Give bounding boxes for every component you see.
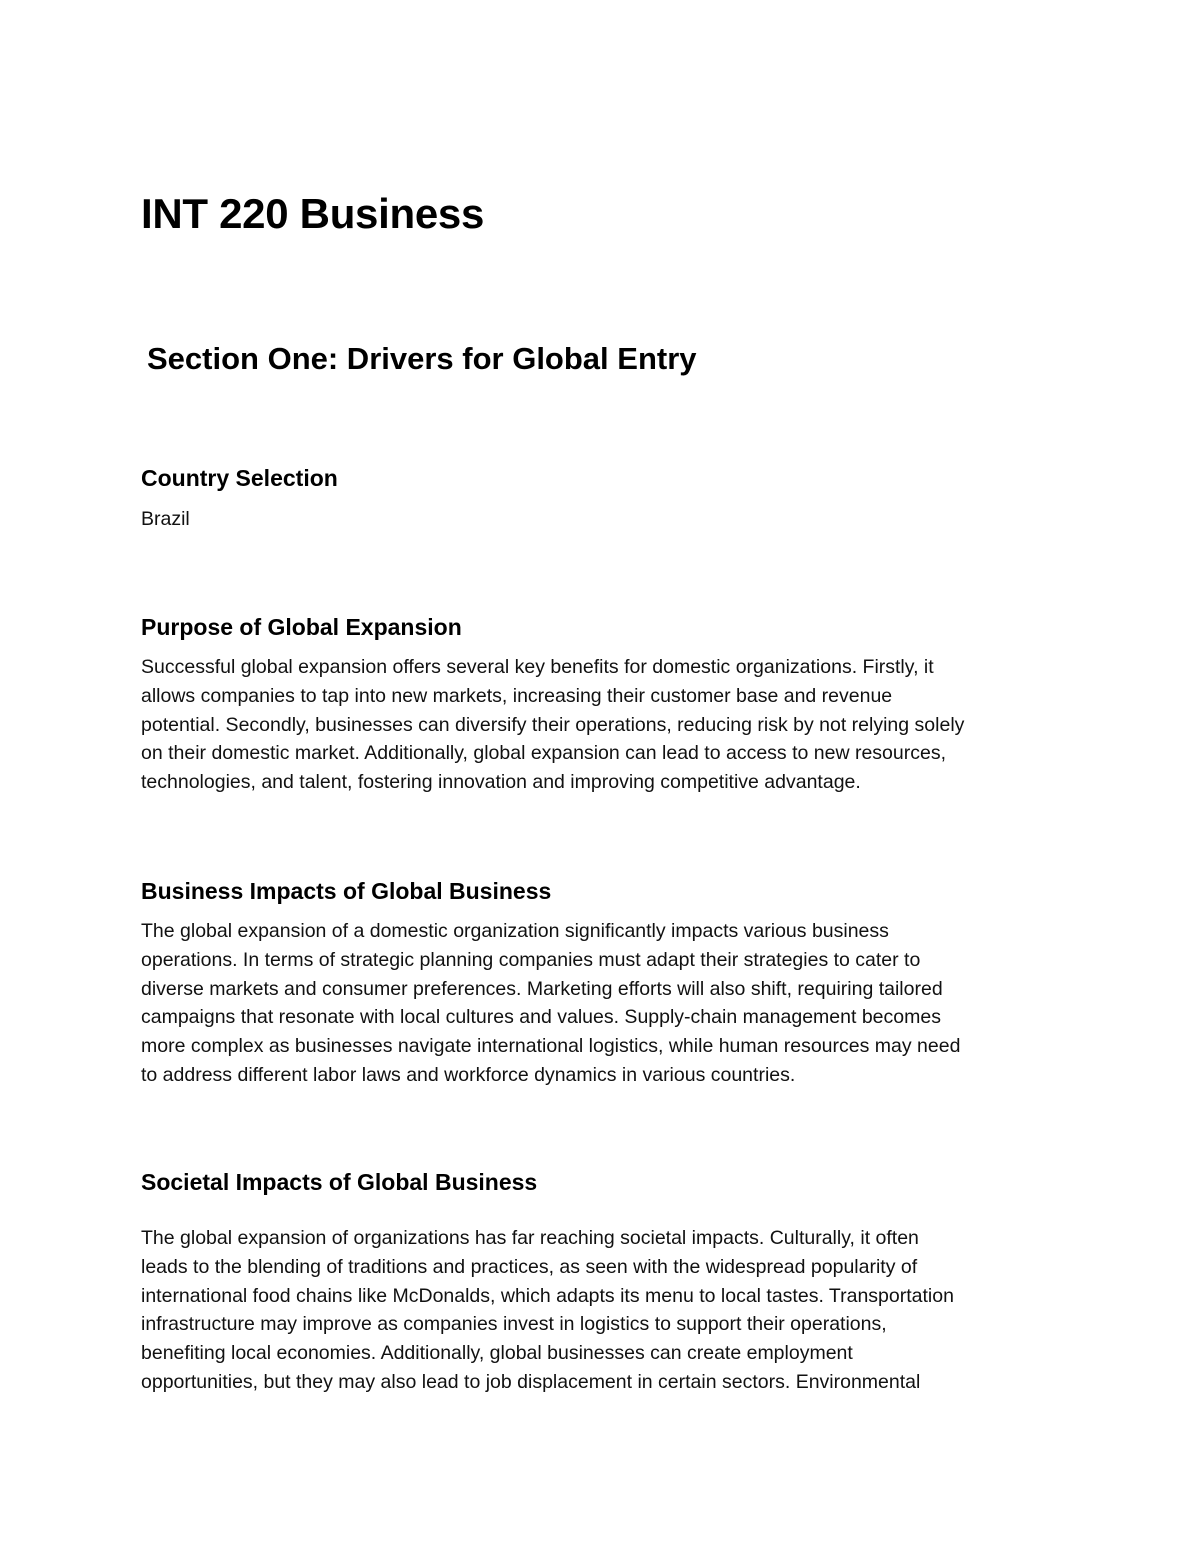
country-selection-body bbox=[141, 505, 1061, 534]
paragraph-line: to address different labor laws and workforce dynamics in various countries. bbox=[141, 1063, 796, 1086]
paragraph-line: Successful global expansion offers several key benefits for domestic organizations. Firstly, it bbox=[141, 656, 934, 678]
paragraph-line: leads to the blending of traditions and practices, as seen with the widespread popularity of bbox=[141, 1255, 918, 1278]
paragraph-line: The global expansion of a domestic organization significantly impacts various business bbox=[141, 920, 889, 942]
paragraph-line: opportunities, but they may also lead to job displacement in certain sectors. Environmental bbox=[141, 1370, 921, 1393]
paragraph-line: The global expansion of organizations has far reaching societal impacts. Culturally, it often bbox=[141, 1227, 919, 1249]
paragraph-line: technologies, and talent, fostering innovation and improving competitive advantage. bbox=[141, 771, 861, 794]
societal-impacts-paragraph bbox=[141, 1224, 1061, 1397]
paragraph-line: diverse markets and consumer preferences. Marketing efforts will also shift, requiring tailored bbox=[141, 977, 943, 1000]
paragraph-line: infrastructure may improve as companies invest in logistics to support their operations, bbox=[141, 1313, 887, 1336]
paragraph-line: more complex as businesses navigate international logistics, while human resources may need bbox=[141, 1035, 961, 1058]
business-impacts-paragraph bbox=[141, 917, 1061, 1090]
paragraph-line: campaigns that resonate with local cultures and values. Supply-chain management becomes bbox=[141, 1006, 941, 1029]
paragraph-line: benefiting local economies. Additionally, global businesses can create employment bbox=[141, 1342, 853, 1365]
document-title: INT 220 Business bbox=[141, 190, 485, 237]
country-value: Brazil bbox=[141, 508, 190, 530]
heading-societal-impacts: Societal Impacts of Global Business bbox=[141, 1169, 538, 1195]
paragraph-line: international food chains like McDonalds, which adapts its menu to local tastes. Transportation bbox=[141, 1284, 954, 1307]
heading-country-selection: Country Selection bbox=[141, 465, 338, 491]
heading-business-impacts: Business Impacts of Global Business bbox=[141, 878, 552, 904]
section-title: Section One: Drivers for Global Entry bbox=[147, 341, 697, 376]
purpose-paragraph bbox=[141, 653, 1061, 797]
paragraph-line: operations. In terms of strategic planning companies must adapt their strategies to cater to bbox=[141, 948, 921, 971]
paragraph-line: potential. Secondly, businesses can diversify their operations, reducing risk by not relying solely bbox=[141, 713, 965, 736]
paragraph-line: on their domestic market. Additionally, global expansion can lead to access to new resources, bbox=[141, 742, 946, 765]
paragraph-line: allows companies to tap into new markets, increasing their customer base and revenue bbox=[141, 684, 893, 707]
heading-purpose-of-global-expansion: Purpose of Global Expansion bbox=[141, 614, 462, 640]
